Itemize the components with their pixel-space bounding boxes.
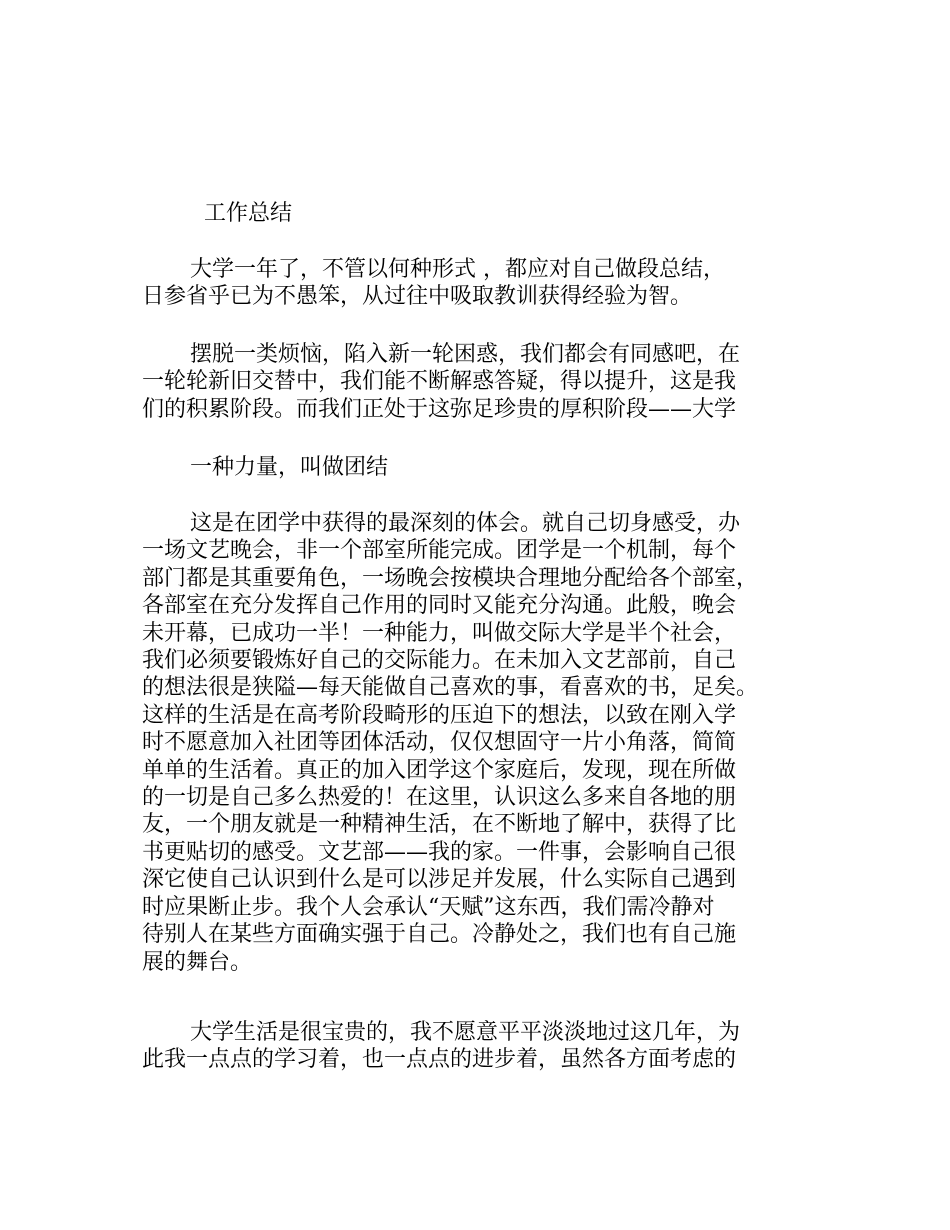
paragraph-3 (142, 510, 814, 976)
paragraph-line: 展的舞台。 (142, 949, 253, 975)
paragraph-line: 时应果断止步。我个人会承认“天赋”这东西，我们需冷静对 (142, 894, 715, 920)
paragraph-line: 大学一年了，不管以何种形式 ，都应对自己做段总结， (190, 257, 725, 282)
paragraph-line: 日参省乎已为不愚笨，从过往中吸取教训获得经验为智。 (142, 284, 693, 310)
paragraph-line: 一种力量，叫做团结 (190, 455, 389, 480)
paragraph-line: 大学生活是很宝贵的，我不愿意平平淡淡地过这几年，为 (190, 1020, 741, 1045)
paragraph-line: 未开幕，已成功一半！一种能力，叫做交际大学是半个社会， (142, 620, 737, 646)
document-title: 工作总结 (204, 201, 293, 226)
paragraph-line: 此我一点点的学习着，也一点点的进步着，虽然各方面考虑的 (142, 1047, 737, 1073)
paragraph-line: 一场文艺晚会，非一个部室所能完成。团学是一个机制，每个 (142, 538, 737, 564)
paragraph-4 (142, 1019, 814, 1074)
paragraph-line: 的一切是自己多么热爱的！在这里，认识这么多来自各地的朋 (142, 785, 737, 811)
paragraph-line: 深它使自己认识到什么是可以涉足并发展，什么实际自己遇到 (142, 867, 737, 893)
paragraph-line: 书更贴切的感受。文艺部——我的家。一件事，会影响自己很 (142, 839, 737, 865)
paragraph-line: 这样的生活是在高考阶段畸形的压迫下的想法，以致在刚入学 (142, 702, 737, 728)
paragraph-line: 部门都是其重要角色，一场晚会按模块合理地分配给各个部室， (142, 565, 759, 591)
paragraph-line: 待别人在某些方面确实强于自己。冷静处之，我们也有自己施 (142, 922, 737, 948)
paragraph-line: 单单的生活着。真正的加入团学这个家庭后，发现，现在所做 (142, 757, 737, 783)
paragraph-line: 我们必须要锻炼好自己的交际能力。在未加入文艺部前，自己 (142, 648, 737, 674)
paragraph-line: 摆脱一类烦恼，陷入新一轮困惑，我们都会有同感吧，在 (190, 342, 741, 367)
paragraph-line: 时不愿意加入社团等团体活动，仅仅想固守一片小角落，简简 (142, 730, 737, 756)
paragraph-2 (142, 341, 814, 423)
paragraph-line: 一轮轮新旧交替中，我们能不断解惑答疑，得以提升，这是我 (142, 369, 737, 395)
paragraph-line: 们的积累阶段。而我们正处于这弥足珍贵的厚积阶段——大学 (142, 396, 737, 422)
paragraph-line: 友，一个朋友就是一种精神生活，在不断地了解中，获得了比 (142, 812, 737, 838)
paragraph-line: 这是在团学中获得的最深刻的体会。就自己切身感受，办 (190, 511, 741, 536)
paragraph-1 (142, 256, 814, 311)
paragraph-line: 各部室在充分发挥自己作用的同时又能充分沟通。此般，晚会 (142, 593, 737, 619)
paragraph-line: 的想法很是狭隘—每天能做自己喜欢的事，看喜欢的书，足矣。 (142, 675, 759, 701)
paragraph-heading (142, 454, 814, 481)
